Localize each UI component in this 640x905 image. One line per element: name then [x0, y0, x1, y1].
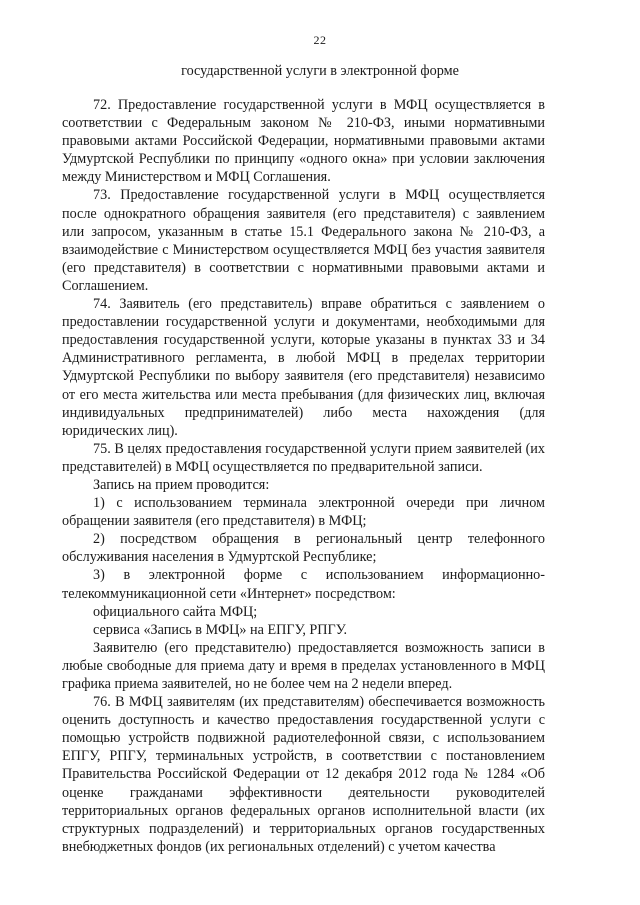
section-heading-continuation: государственной услуги в электронной форме: [181, 63, 459, 79]
paragraph-75-item-3a: официального сайта МФЦ;: [93, 603, 258, 620]
paragraph-76: 76. В МФЦ заявителям (их представителям) обеспечивается возможность оценить доступность и качество предоставления государственной услуги с помощью устройств подвижной радиотелефонной связи, с использованием ЕПГУ, РПГУ, терминальных устройств, в соответствии с постановлением Правительства Российской Федерации от 12 декабря 2012 года № 1284 «Об оценке гражданами эффективности деятельности руководителей территориальных органов федеральных органов исполнительной власти (их структурных подразделений) и территориальных органов государственных внебюджетных фондов (их региональных отделений) с учетом качества: [62, 694, 545, 855]
paragraph-73: 73. Предоставление государственной услуги в МФЦ осуществляется после однократного обращения заявителя (его представителя) с заявлением или запросом, указанным в статье 15.1 Федерального закона № 210-ФЗ, а взаимодействие с Министерством осуществляется МФЦ без участия заявителя (его представителя) в соответствии с нормативными правовыми актами и Соглашением.: [62, 187, 545, 294]
paragraph-75-item-3b: сервиса «Запись в МФЦ» на ЕПГУ, РПГУ.: [93, 621, 348, 638]
paragraph-75-item-2: 2) посредством обращения в региональный центр телефонного обслуживания населения в Удмуртской Республике;: [62, 531, 545, 566]
paragraph-75-note: Заявителю (его представителю) предоставляется возможность записи в любые свободные для приема дату и время в пределах установленного в МФЦ графика приема заявителей, но не более чем на 2 недели вперед.: [62, 639, 545, 692]
page-number: 22: [313, 33, 327, 47]
document-body: [62, 96, 545, 856]
paragraph-72: 72. Предоставление государственной услуги в МФЦ осуществляется в соответствии с Федеральным законом № 210-ФЗ, иными нормативными правовыми актами Российской Федерации, нормативными правовыми актами Удмуртской Республики по принципу «одного окна» при условии заключения между Министерством и МФЦ Соглашения.: [62, 97, 545, 186]
paragraph-74: 74. Заявитель (его представитель) вправе обратиться с заявлением о предоставлении государственной услуги и документами, необходимыми для предоставления государственной услуги, которые указаны в пунктах 33 и 34 Административного регламента, в любой МФЦ в пределах территории Удмуртской Республики по выбору заявителя (его представителя) независимо от его места жительства или места пребывания (для физических лиц, включая индивидуальных предпринимателей) либо места нахождения (для юридических лиц).: [62, 296, 545, 439]
paragraph-75-item-1: 1) с использованием терминала электронной очереди при личном обращении заявителя (его представителя) в МФЦ;: [62, 495, 545, 530]
paragraph-75-intro: Запись на прием проводится:: [93, 476, 270, 493]
paragraph-75: 75. В целях предоставления государственной услуги прием заявителей (их представителей) в МФЦ осуществляется по предварительной записи.: [62, 440, 545, 475]
paragraph-75-item-3: 3) в электронной форме с использованием информационно-телекоммуникационной сети «Интернет» посредством:: [62, 567, 545, 602]
